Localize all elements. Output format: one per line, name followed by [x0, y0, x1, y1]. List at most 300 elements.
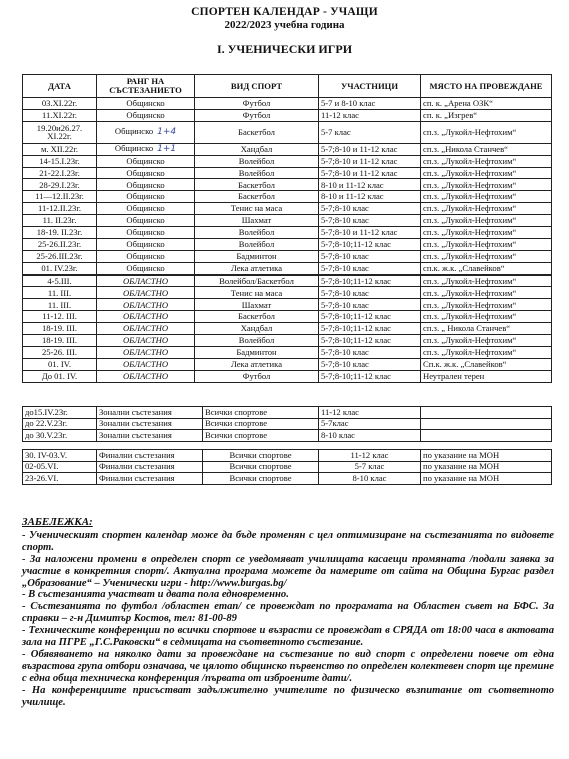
table-cell	[23, 215, 97, 227]
table-cell	[23, 370, 97, 382]
table-cell	[421, 430, 552, 442]
cell-text: 25-26.II.23г.	[37, 239, 82, 250]
table-cell	[421, 179, 552, 191]
cell-text: Лека атлетика	[230, 262, 283, 273]
table-row	[23, 215, 552, 227]
table-cell	[97, 275, 195, 287]
note-item: - Обявяването на няколко дати за провеждане на състезание по вид спорт с определени повече от една възрастова група отбори означава, че цялото общинско първенство по определен колектевен спорт ще премине с една обща техническа конференция /първата от изброените дати/.	[22, 648, 554, 684]
cell-text: 5-7;8-10;11-12 клас	[321, 239, 391, 250]
table-row	[23, 143, 552, 155]
table-cell	[97, 143, 195, 155]
cell-text: ОБЛАСТНО	[122, 311, 169, 322]
cell-text: сп.з. „Лукойл-Нефтохим“	[423, 215, 517, 226]
table-cell	[97, 370, 195, 382]
table-cell	[23, 109, 97, 121]
cell-text: Тенис на маса	[230, 203, 283, 214]
table-cell	[319, 238, 421, 250]
table-cell	[195, 109, 319, 121]
cell-text: ОБЛАСТНО	[122, 323, 169, 334]
table-cell	[319, 109, 421, 121]
cell-text: сп.з. „Лукойл-Нефтохим“	[423, 311, 517, 322]
table-cell: 8-10 клас	[319, 430, 421, 442]
cell-text: 11-12. III.	[42, 311, 77, 322]
table-cell	[319, 155, 421, 167]
table-cell	[195, 121, 319, 143]
table-cell	[23, 227, 97, 239]
cell-text: сп. к. „Изгрев“	[423, 110, 478, 121]
cell-text: 5-7;8-10 клас	[321, 299, 369, 310]
cell-text: 19.20и26.27. XI.22г.	[36, 122, 83, 142]
cell-text: 5-7;8-10 клас	[321, 262, 369, 273]
cell-text: 5-7;8-10 клас	[321, 215, 369, 226]
table-cell	[23, 323, 97, 335]
table-row	[23, 203, 552, 215]
table-row	[23, 121, 552, 143]
note-item: - Ученическият спортен календар може да бъде променян с цел оптимизиране на състезанията по видовете спорт.	[22, 529, 554, 553]
table-cell: Всички спортове	[203, 418, 319, 430]
cell-text: сп.з. „Лукойл-Нефтохим“	[423, 191, 517, 202]
table-cell	[23, 335, 97, 347]
column-header: ДАТА	[23, 75, 97, 98]
cell-text: 5-7;8-10;11-12 клас	[321, 323, 391, 334]
cell-text: сп.з. „Лукойл-Нефтохим“	[423, 167, 517, 178]
table-cell	[97, 215, 195, 227]
final-row	[23, 473, 552, 485]
table-cell	[195, 215, 319, 227]
table-cell	[421, 311, 552, 323]
cell-text: 11-12 клас	[321, 110, 359, 121]
table-cell: 5-7клас	[319, 418, 421, 430]
table-row	[23, 98, 552, 110]
cell-text: сп.з. „Лукойл-Нефтохим“	[423, 126, 517, 137]
cell-text: Общинско	[126, 98, 165, 109]
cell-text: 5-7;8-10 и 11-12 клас	[321, 167, 398, 178]
handwritten-note: 1+4	[157, 127, 177, 138]
final-table	[22, 449, 552, 485]
table-row	[23, 179, 552, 191]
table-cell	[421, 98, 552, 110]
table-cell: по указание на МОН	[421, 473, 552, 485]
table-cell: Всички спортове	[203, 430, 319, 442]
zonal-row	[23, 407, 552, 419]
table-row	[23, 155, 552, 167]
table-cell	[421, 346, 552, 358]
cell-text: 8-10 и 11-12 клас	[321, 191, 384, 202]
note-item: - Състезанията по футбол /областен етап/ се провеждат по програмата на Областен съвет на БФС. За справки – г-н Димитър Костов, тел: 81-00-89	[22, 601, 554, 625]
table-cell: до15.IV.23г.	[23, 407, 97, 419]
table-row	[23, 109, 552, 121]
table-cell	[97, 98, 195, 110]
column-header: УЧАСТНИЦИ	[319, 75, 421, 98]
table-cell	[195, 98, 319, 110]
cell-text: До 01. IV.	[41, 370, 78, 381]
cell-text: 5-7;8-10 и 11-12 клас	[321, 227, 398, 238]
cell-text: Сп.к. ж.к. „Славейков“	[423, 358, 507, 369]
table-header-row	[23, 75, 552, 98]
cell-text: 5-7;8-10;11-12 клас	[321, 335, 391, 346]
table-cell	[23, 346, 97, 358]
table-cell	[421, 275, 552, 287]
table-cell	[97, 323, 195, 335]
table-cell	[421, 418, 552, 430]
cell-text: 01. IV.23г.	[41, 262, 78, 273]
cell-text: 25-26. III.	[41, 347, 78, 358]
table-cell	[319, 167, 421, 179]
cell-text: Футбол	[242, 110, 271, 121]
table-cell	[97, 167, 195, 179]
cell-text: 25-26.III.23г.	[36, 250, 83, 261]
cell-text: Волейбол	[238, 227, 275, 238]
cell-text: Хандбал	[240, 143, 273, 154]
table-cell: 02-05.VI.	[23, 461, 97, 473]
cell-text: 11.XI.22г.	[42, 110, 77, 121]
table-cell	[97, 121, 195, 143]
table-cell	[421, 262, 552, 274]
table-row	[23, 358, 552, 370]
cell-text: Общинско	[126, 203, 165, 214]
table-cell	[421, 238, 552, 250]
cell-text: Общинско	[126, 167, 165, 178]
table-cell	[97, 358, 195, 370]
table-row	[23, 287, 552, 299]
cell-text: Бадминтон	[236, 250, 277, 261]
final-row	[23, 450, 552, 462]
table-cell	[319, 179, 421, 191]
column-header: МЯСТО НА ПРОВЕЖДАНЕ	[421, 75, 552, 98]
table-cell	[319, 287, 421, 299]
table-row	[23, 227, 552, 239]
cell-text: Общинско	[114, 143, 154, 154]
table-cell	[23, 191, 97, 203]
cell-text: 18-19. III.	[41, 335, 78, 346]
table-cell: Всички спортове	[203, 461, 319, 473]
table-cell	[23, 287, 97, 299]
cell-text: 5-7;8-10 клас	[321, 287, 369, 298]
table-cell: до 30.V.23г.	[23, 430, 97, 442]
cell-text: 5-7;8-10 клас	[321, 250, 369, 261]
cell-text: ОБЛАСТНО	[122, 275, 169, 286]
table-cell	[23, 250, 97, 262]
table-cell: Всички спортове	[203, 407, 319, 419]
table-cell: Финални състезания	[97, 461, 203, 473]
table-cell	[23, 143, 97, 155]
table-row	[23, 238, 552, 250]
table-cell	[319, 275, 421, 287]
cell-text: сп.з. „Лукойл-Нефтохим“	[423, 335, 517, 346]
final-row	[23, 461, 552, 473]
table-cell: 11-12 клас	[319, 407, 421, 419]
cell-text: Тенис на маса	[230, 287, 283, 298]
table-cell	[23, 238, 97, 250]
table-cell	[23, 121, 97, 143]
table-cell: Зонални състезания	[97, 430, 203, 442]
table-cell	[319, 121, 421, 143]
table-cell	[421, 323, 552, 335]
cell-text: сп.з. „Лукойл-Нефтохим“	[423, 299, 517, 310]
table-cell: 8-10 клас	[319, 473, 421, 485]
table-cell	[97, 179, 195, 191]
cell-text: Общинско	[126, 215, 165, 226]
table-cell	[23, 358, 97, 370]
cell-text: 8-10 и 11-12 клас	[321, 179, 384, 190]
cell-text: Неутрален терен	[423, 370, 485, 381]
cell-text: Хандбал	[240, 323, 273, 334]
cell-text: сп.з. „Никола Станчев“	[423, 143, 508, 154]
table-row	[23, 299, 552, 311]
column-header: ВИД СПОРТ	[195, 75, 319, 98]
table-cell	[97, 287, 195, 299]
table-cell	[195, 250, 319, 262]
handwritten-note: 1+1	[157, 144, 177, 155]
section-title: I. УЧЕНИЧЕСКИ ИГРИ	[216, 42, 353, 56]
table-cell	[319, 227, 421, 239]
cell-text: Шахмат	[241, 215, 272, 226]
table-cell	[421, 121, 552, 143]
cell-text: 5-7;8-10;11-12 клас	[321, 370, 391, 381]
table-cell	[421, 227, 552, 239]
cell-text: 5-7;8-10;11-12 клас	[321, 275, 391, 286]
cell-text: 18-19. II.23г.	[36, 227, 83, 238]
cell-text: 28-29.I.23г.	[39, 179, 80, 190]
cell-text: Общинско	[126, 155, 165, 166]
table-cell	[97, 155, 195, 167]
cell-text: Общинско	[114, 126, 154, 137]
table-cell	[97, 311, 195, 323]
table-cell	[319, 143, 421, 155]
table-cell	[195, 155, 319, 167]
table-cell	[195, 167, 319, 179]
cell-text: Волейбол/Баскетбол	[219, 275, 294, 286]
cell-text: 5-7 и 8-10 клас	[321, 98, 376, 109]
table-cell	[97, 109, 195, 121]
table-row	[23, 167, 552, 179]
table-cell	[97, 346, 195, 358]
table-cell	[23, 299, 97, 311]
table-cell	[319, 262, 421, 274]
table-cell	[421, 143, 552, 155]
table-cell	[319, 203, 421, 215]
cell-text: Баскетбол	[238, 179, 275, 190]
cell-text: Волейбол	[238, 239, 275, 250]
table-cell	[421, 155, 552, 167]
cell-text: 11-12.II.23г.	[37, 203, 82, 214]
table-row	[23, 346, 552, 358]
table-cell	[319, 346, 421, 358]
table-cell: 5-7 клас	[319, 461, 421, 473]
cell-text: ОБЛАСТНО	[122, 347, 169, 358]
table-cell: 11-12 клас	[319, 450, 421, 462]
table-cell	[319, 191, 421, 203]
table-row	[23, 275, 552, 287]
table-cell	[23, 311, 97, 323]
table-cell	[421, 250, 552, 262]
note-item: - В състезанията участват и двата пола едновременно.	[22, 589, 289, 601]
table-cell	[421, 287, 552, 299]
table-cell	[319, 250, 421, 262]
table-cell	[23, 167, 97, 179]
cell-text: 11—12.II.23г.	[35, 191, 84, 202]
cell-text: 4-5.III.	[47, 275, 72, 286]
table-row	[23, 370, 552, 382]
table-cell	[319, 215, 421, 227]
table-cell	[319, 358, 421, 370]
cell-text: Футбол	[242, 98, 271, 109]
cell-text: Общинско	[126, 110, 165, 121]
cell-text: Баскетбол	[238, 191, 275, 202]
cell-text: 11. III.	[47, 287, 72, 298]
table-row	[23, 311, 552, 323]
cell-text: ОБЛАСТНО	[122, 370, 169, 381]
table-cell	[421, 335, 552, 347]
cell-text: сп.з. „Лукойл-Нефтохим“	[423, 347, 517, 358]
cell-text: м. XII.22г.	[40, 143, 79, 154]
cell-text: Общинско	[126, 179, 165, 190]
cell-text: Общинско	[126, 250, 165, 261]
cell-text: 18-19. III.	[41, 323, 78, 334]
table-cell	[195, 299, 319, 311]
cell-text: сп.з. „Лукойл-Нефтохим“	[423, 179, 517, 190]
table-cell	[195, 275, 319, 287]
table-cell	[195, 179, 319, 191]
table-cell	[421, 299, 552, 311]
cell-text: 5-7;8-10 и 11-12 клас	[321, 143, 398, 154]
cell-text: Бадминтон	[236, 347, 277, 358]
table-cell	[97, 191, 195, 203]
table-cell: 23-26.VI.	[23, 473, 97, 485]
table-cell	[23, 203, 97, 215]
table-cell	[195, 311, 319, 323]
table-row	[23, 191, 552, 203]
cell-text: ОБЛАСТНО	[122, 335, 169, 346]
table-cell	[195, 238, 319, 250]
table-cell	[23, 155, 97, 167]
table-cell: Всички спортове	[203, 473, 319, 485]
table-row	[23, 262, 552, 274]
cell-text: 01. IV.	[48, 358, 71, 369]
cell-text: Волейбол	[238, 335, 275, 346]
notes-heading: ЗАБЕЛЕЖКА:	[22, 516, 93, 528]
table-cell	[195, 143, 319, 155]
table-cell	[23, 179, 97, 191]
table-cell	[97, 262, 195, 274]
cell-text: сп.з. „Лукойл-Нефтохим“	[423, 239, 517, 250]
cell-text: сп.з. „Лукойл-Нефтохим“	[423, 275, 517, 286]
calendar-table	[22, 74, 552, 383]
cell-text: Футбол	[242, 370, 271, 381]
cell-text: сп.з. „Лукойл-Нефтохим“	[423, 287, 517, 298]
table-cell: Всички спортове	[203, 450, 319, 462]
table-cell: Зонални състезания	[97, 407, 203, 419]
cell-text: сп.з. „Лукойл-Нефтохим“	[423, 227, 517, 238]
table-cell	[195, 287, 319, 299]
table-cell	[23, 275, 97, 287]
cell-text: сп.з. „Лукойл-Нефтохим“	[423, 155, 517, 166]
table-cell: 30. IV-03.V.	[23, 450, 97, 462]
table-cell	[195, 370, 319, 382]
table-cell	[421, 191, 552, 203]
table-cell	[195, 191, 319, 203]
table-cell: по указание на МОН	[421, 461, 552, 473]
table-cell	[421, 407, 552, 419]
table-cell: Финални състезания	[97, 473, 203, 485]
cell-text: Баскетбол	[238, 126, 275, 137]
table-row	[23, 323, 552, 335]
cell-text: 14-15.I.23г.	[39, 155, 80, 166]
cell-text: сп.з. „Лукойл-Нефтохим“	[423, 250, 517, 261]
table-cell	[23, 98, 97, 110]
cell-text: Волейбол	[238, 155, 275, 166]
table-cell	[319, 323, 421, 335]
cell-text: Общинско	[126, 191, 165, 202]
table-cell	[23, 262, 97, 274]
cell-text: 5-7;8-10;11-12 клас	[321, 311, 391, 322]
table-cell	[319, 335, 421, 347]
table-cell	[195, 335, 319, 347]
zonal-table	[22, 406, 552, 442]
table-cell	[195, 346, 319, 358]
cell-text: 5-7;8-10 клас	[321, 358, 369, 369]
cell-text: 5-7;8-10 клас	[321, 203, 369, 214]
cell-text: ОБЛАСТНО	[122, 299, 169, 310]
table-cell	[97, 227, 195, 239]
cell-text: 21-22.I.23г.	[39, 167, 80, 178]
table-cell	[319, 311, 421, 323]
notes-section	[22, 517, 554, 709]
table-cell	[195, 323, 319, 335]
table-cell	[97, 238, 195, 250]
table-row	[23, 335, 552, 347]
cell-text: Общинско	[126, 239, 165, 250]
table-cell: Зонални състезания	[97, 418, 203, 430]
cell-text: 5-7;8-10 и 11-12 клас	[321, 155, 398, 166]
cell-text: Общинско	[126, 227, 165, 238]
table-cell	[97, 335, 195, 347]
cell-text: Шахмат	[241, 299, 272, 310]
table-cell	[421, 215, 552, 227]
table-cell	[421, 358, 552, 370]
table-cell	[421, 370, 552, 382]
cell-text: Волейбол	[238, 167, 275, 178]
table-cell: Финални състезания	[97, 450, 203, 462]
table-cell	[319, 299, 421, 311]
table-cell	[195, 227, 319, 239]
table-cell	[97, 250, 195, 262]
cell-text: сп.з. „Лукойл-Нефтохим“	[423, 203, 517, 214]
table-cell: до 22.V.23г.	[23, 418, 97, 430]
table-cell	[421, 109, 552, 121]
cell-text: сп.з. „ Никола Станчев“	[423, 323, 511, 334]
page-title: СПОРТЕН КАЛЕНДАР - УЧАЩИ	[191, 6, 378, 18]
table-cell	[97, 299, 195, 311]
note-item: - На конференциите присъстват задължително учителите по физическо възпитание от съответното училище.	[22, 684, 554, 708]
cell-text: 11. II.23г.	[42, 215, 77, 226]
note-item: - За наложени промени в определен спорт се уведомяват училищата касаещи промяната /подали заявка за участие в конкретния спорт/. Актуална програма можете да намерите от сайта на Община Бургас раздел „Образование“ – Ученически игри - http://www.burgas.bg/	[22, 553, 554, 589]
cell-text: Общинско	[126, 262, 165, 273]
table-cell	[195, 358, 319, 370]
table-cell	[319, 98, 421, 110]
cell-text: 03.XI.22г.	[41, 98, 78, 109]
cell-text: 11. III.	[47, 299, 72, 310]
table-cell	[97, 203, 195, 215]
column-header: РАНГ НА СЪСТЕЗАНИЕТО	[97, 75, 195, 98]
cell-text: сп. к. „Арена ОЗК“	[423, 98, 493, 109]
table-cell	[421, 167, 552, 179]
table-cell	[195, 203, 319, 215]
zonal-row	[23, 418, 552, 430]
cell-text: 5-7;8-10 клас	[321, 347, 369, 358]
table-cell	[319, 370, 421, 382]
note-item: - Техническите конференции по всички спортове и възрасти се провеждат в СРЯДА от 18:00 часа в актовата зала на ПГРЕ „Г.С.Раковски“ в седмицата на съответното състезание.	[22, 625, 554, 649]
